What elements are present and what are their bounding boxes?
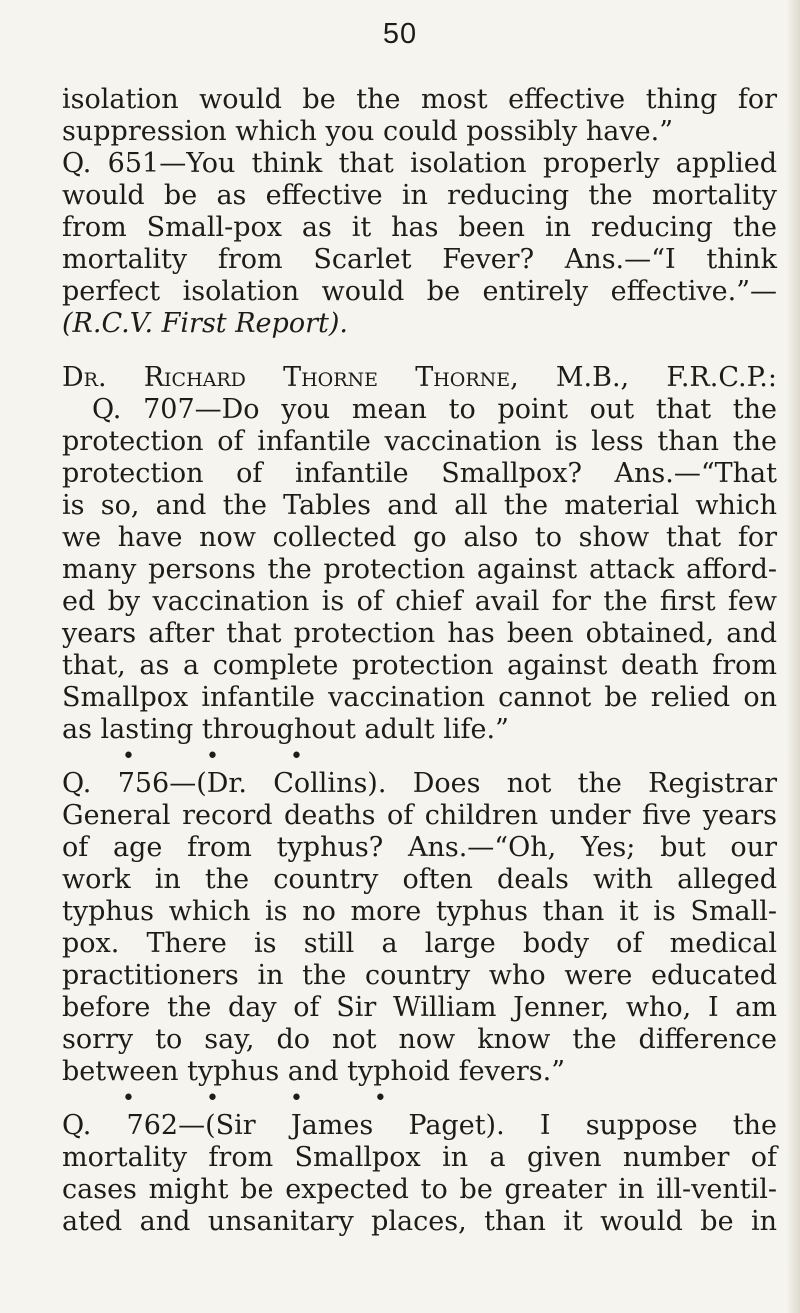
text-line: mortality from Smallpox in a given number of [62,1142,777,1173]
text-line: General record deaths of children under five years [62,800,777,831]
text-line: years after that protection has been obtained, and [62,618,777,649]
text-line: Q. 756—(Dr. Collins). Does not the Registrar [62,768,777,799]
text-line: that, as a complete protection against death from [62,650,777,681]
text-line: pox. There is still a large body of medical [62,928,777,959]
citation-line: (R.C.V. First Report). [62,308,348,339]
ellipsis-dots: • • • [122,744,305,769]
text-line: from Small-pox as it has been in reducing the [62,212,777,243]
text-line: before the day of Sir William Jenner, who, I am [62,992,777,1023]
text-line: protection of infantile Smallpox? Ans.—“That [62,458,777,489]
text-line: practitioners in the country who were educated [62,960,777,991]
witness-heading: Dr. Richard Thorne Thorne, M.B., F.R.C.P.: [62,362,777,393]
text-line: sorry to say, do not now know the difference [62,1024,777,1055]
text-line: is so, and the Tables and all the material which [62,490,777,521]
ellipsis-dots: • • • • [122,1086,389,1111]
text-line: we have now collected go also to show that for [62,522,777,553]
text-line: cases might be expected to be greater in ill-ventil- [62,1174,777,1205]
text-line: protection of infantile vaccination is less than the [62,426,777,457]
text-line: suppression which you could possibly have.” [62,116,673,147]
text-line: work in the country often deals with alleged [62,864,777,895]
text-line: Smallpox infantile vaccination cannot be relied on [62,682,777,713]
text-line: would be as effective in reducing the mortality [62,180,777,211]
text-line: ed by vaccination is of chief avail for the first few [62,586,777,617]
page-number: 50 [382,18,418,50]
body-text [62,84,777,1238]
paragraph-gap [62,340,777,362]
text-line: Q. 651—You think that isolation properly applied [62,148,777,179]
text-line: typhus which is no more typhus than it is Small- [62,896,777,927]
page-edge-shadow [786,0,800,1313]
text-line: of age from typhus? Ans.—“Oh, Yes; but our [62,832,777,863]
text-line: between typhus and typhoid fevers.” [62,1056,565,1087]
text-line: isolation would be the most effective thing for [62,84,777,115]
text-line: perfect isolation would be entirely effective.”— [62,276,777,307]
text-line: Q. 707—Do you mean to point out that the [92,394,777,425]
text-line: ated and unsanitary places, than it would be in [62,1206,777,1237]
text-line: as lasting throughout adult life.” [62,714,509,745]
text-line: Q. 762—(Sir James Paget). I suppose the [62,1110,777,1141]
text-line: many persons the protection against attack afford- [62,554,777,585]
text-line: mortality from Scarlet Fever? Ans.—“I think [62,244,777,275]
